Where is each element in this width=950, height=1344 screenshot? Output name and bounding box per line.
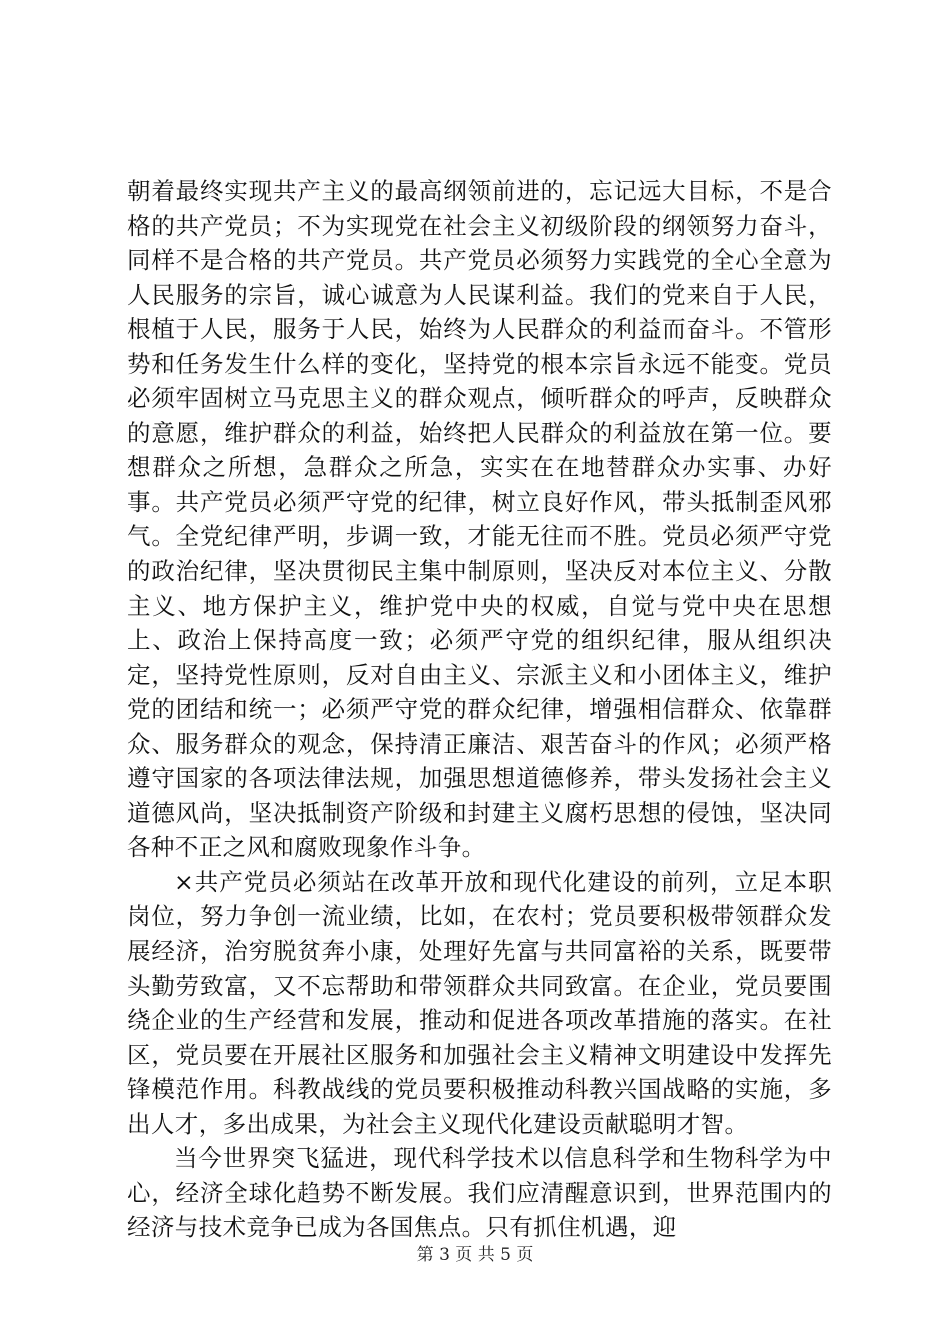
paragraph-1: 朝着最终实现共产主义的最高纲领前进的，忘记远大目标，不是合格的共产党员；不为实现党在社会主义初级阶段的纲领努力奋斗，同样不是合格的共产党员。共产党员必须努力实践党的全心全意为人民服务的宗旨，诚心诚意为人民谋利益。我们的党来自于人民，根植于人民，服务于人民，始终为人民群众的利益而奋斗。不管形势和任务发生什么样的变化，坚持党的根本宗旨永远不能变。党员必须牢固树立马克思主义的群众观点，倾听群众的呼声，反映群众的意愿，维护群众的利益，始终把人民群众的利益放在第一位。要想群众之所想，急群众之所急，实实在在地替群众办实事、办好事。共产党员必须严守党的纪律，树立良好作风，带头抵制歪风邪气。全党纪律严明，步调一致，才能无往而不胜。党员必须严守党的政治纪律，坚决贯彻民主集中制原则，坚决反对本位主义、分散主义、地方保护主义，维护党中央的权威，自觉与党中央在思想上、政治上保持高度一致；必须严守党的组织纪律，服从组织决定，坚持党性原则，反对自由主义、宗派主义和小团体主义，维护党的团结和统一；必须严守党的群众纪律，增强相信群众、依靠群众、服务群众的观念，保持清正廉洁、艰苦奋斗的作风；必须严格遵守国家的各项法律法规，加强思想道德修养，带头发扬社会主义道德风尚，坚决抵制资产阶级和封建主义腐朽思想的侵蚀，坚决同各种不正之风和腐败现象作斗争。: [127, 177, 832, 862]
document-body: [127, 174, 832, 1245]
paragraph-2: ×共产党员必须站在改革开放和现代化建设的前列，立足本职岗位，努力争创一流业绩，比如，在农村；党员要积极带领群众发展经济，治穷脱贫奔小康，处理好先富与共同富裕的关系，既要带头勤劳致富，又不忘帮助和带领群众共同致富。在企业，党员要围绕企业的生产经营和发展，推动和促进各项改革措施的落实。在社区，党员要在开展社区服务和加强社会主义精神文明建设中发挥先锋模范作用。科教战线的党员要积极推动科教兴国战略的实施，多出人才，多出成果，为社会主义现代化建设贡献聪明才智。: [127, 867, 832, 1138]
paragraph-3: 当今世界突飞猛进，现代科学技术以信息科学和生物科学为中心，经济全球化趋势不断发展。我们应清醒意识到，世界范围内的经济与技术竞争已成为各国焦点。只有抓住机遇，迎: [127, 1144, 832, 1242]
page-number-footer: 第 3 页 共 5 页: [416, 1245, 534, 1265]
